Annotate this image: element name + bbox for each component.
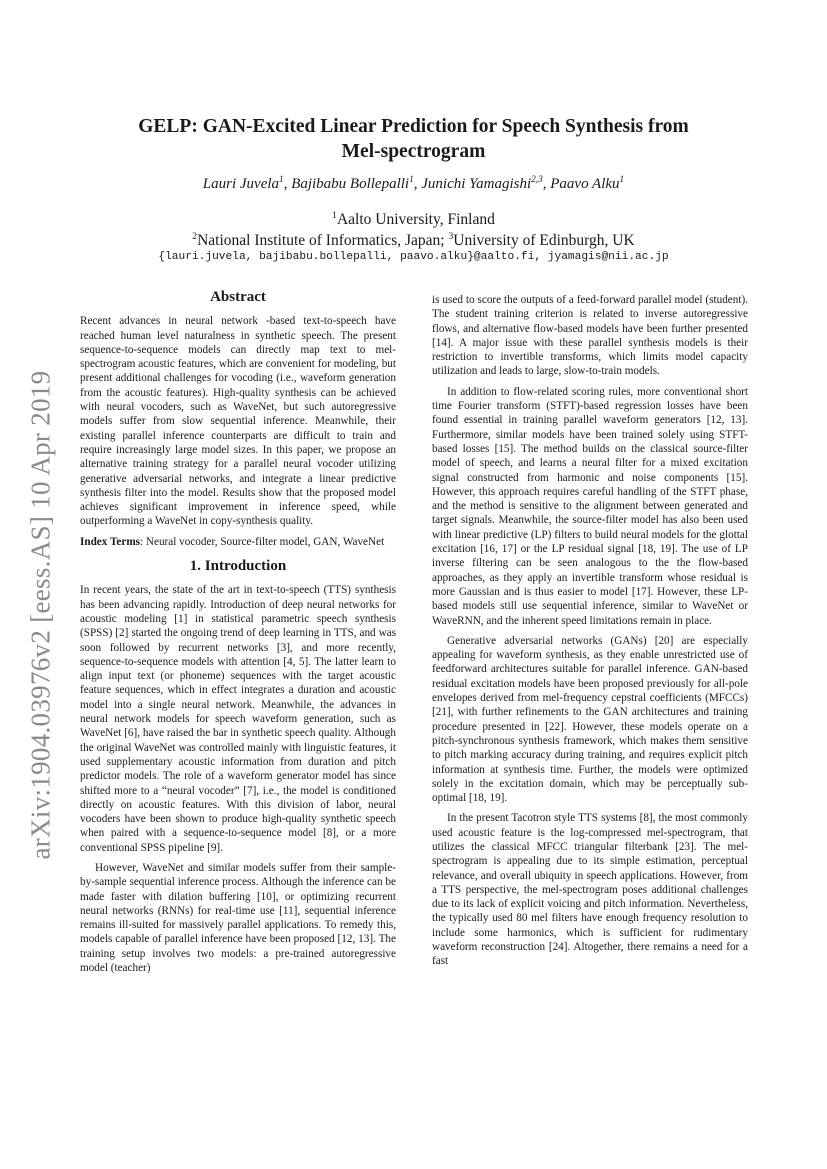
affiliations — [90, 209, 737, 251]
body-paragraph: is used to score the outputs of a feed-forward parallel model (student). The student training criterion is related to inverse autoregressive flows, and alternative flow-based models have been further presented [14]. A major issue with these parallel synthesis models is their restriction to invertible transforms, which limits model capacity utilization and leads to large, slow-to-train models. — [432, 294, 748, 378]
paper-title — [90, 114, 737, 164]
author: Bajibabu Bollepalli$^1$, — [291, 175, 422, 192]
author-list — [90, 176, 737, 193]
abstract-text: Recent advances in neural network -based text-to-speech have reached human level naturalness in synthetic speech. The present sequence-to-sequence models can directly map text to mel-spectrogram acoustic features, which are convenient for modeling, but present additional challenges for vocoding (i.e., waveform generation from the acoustic features). High-quality synthesis can be achieved with neural vocoders, such as WaveNet, but such autoregressive models suffer from slow sequential inference. Meanwhile, their existing parallel inference counterparts are difficult to train and require increasingly large model sizes. In this paper, we propose an alternative training strategy for a parallel neural vocoder utilizing generative adversarial networks, and integrate a linear predictive synthesis filter into the model. Results show that the proposed model achieves significant improvement in inference speed, while outperforming a WaveNet in copy-synthesis quality. — [80, 315, 396, 528]
title-line-2: Mel-spectrogram — [341, 141, 486, 162]
introduction-heading: 1. Introduction — [189, 558, 287, 575]
author-emails: {lauri.juvela, bajibabu.bollepalli, paavo.alku}@aalto.fi, jyamagis@nii.ac.jp — [158, 251, 669, 263]
author: Lauri Juvela$^1$, — [202, 175, 292, 192]
arxiv-identifier-stamp — [16, 330, 66, 900]
affiliation-line-1: $^1$Aalto University, Finland — [332, 209, 495, 228]
right-column — [432, 293, 748, 975]
arxiv-id: arXiv:1904.03976v2 [eess.AS] 10 Apr 2019 — [25, 370, 56, 860]
title-line-1: GELP: GAN-Excited Linear Prediction for Speech Synthesis from — [138, 116, 689, 137]
body-paragraph: In the present Tacotron style TTS systems [8], the most commonly used acoustic feature is the log-compressed mel-spectrogram, that utilizes the classical MFCC triangular filterbank [23]. The mel-spectrogram is appealing due to its simple estimation, perceptual relevance, and overall ubiquity in speech applications. However, from a TTS perspective, the mel-spectrogram poses additional challenges due to its lack of explicit voicing and pitch information. Nevertheless, the typically used 80 mel filters have enough frequency resolution to include some harmonics, which is sufficient for rudimentary waveform reconstruction [24]. Altogether, there remains a need for a fast — [432, 812, 748, 968]
author: Paavo Alku$^1$ — [550, 175, 625, 192]
abstract-heading: Abstract — [210, 289, 266, 305]
author: Junichi Yamagishi$^{2,3}$, — [421, 175, 551, 192]
intro-paragraph: However, WaveNet and similar models suffer from their sample-by-sample sequential inference process. Although the inference can be made faster with dilation buffering [10], or optimizing recurrent neural networks (RNNs) for real-time use [11], sequential inference remains ill-suited for massively parallel applications. To remedy this, models capable of parallel inference have been proposed [12, 13]. The training setup involves two models: a pre-trained autoregressive model (teacher) — [80, 861, 396, 975]
index-terms: Index Terms: Neural vocoder, Source-filter model, GAN, WaveNet — [80, 535, 385, 548]
intro-paragraph: In recent years, the state of the art in text-to-speech (TTS) synthesis has been advancing rapidly. Introduction of deep neural networks for acoustic modeling [1] in statistical parametric speech synthesis (SPSS) [2] started the ongoing trend of deep learning in TTS, and was soon followed by recurrent networks [3], and more recently, sequence-to-sequence models with attention [4, 5]. The latter learn to align input text (or phoneme) sequences with the target acoustic feature sequences, which in effect integrates a duration and acoustic model into a single neural network. Meanwhile, the advances in neural network models for speech waveform generation, such as WaveNet [6], have raised the bar in synthetic speech quality. Although the original WaveNet was controlled mainly with linguistic features, it used supplementary acoustic information from duration and pitch predictor models. The role of a waveform generator model has since shifted more to a “neural vocoder” [7], i.e., the model is conditioned directly on acoustic features. With this division of labor, neural vocoders have been shown to produce high-quality synthetic speech when paired with a sequence-to-sequence model [8], or a more conventional SPSS pipeline [9]. — [80, 584, 396, 854]
affiliation-line-2: $^2$National Institute of Informatics, Japan; $^3$University of Edinburgh, UK — [192, 230, 635, 249]
left-column — [80, 288, 396, 981]
body-paragraph: Generative adversarial networks (GANs) [20] are especially appealing for waveform synthesis, as they enable unrestricted use of feedforward architectures suitable for parallel inference. GAN-based residual excitation models have been proposed previously for all-pole envelopes derived from mel-frequency cepstral coefficients (MFCCs) [21], with further refinements to the GAN architectures and training procedure presented in [22]. However, these models operate on a pitch-synchronous synthesis framework, which makes them sensitive to pitch marking accuracy during training, and requires explicit pitch information at synthesis time. Further, the models were optimized solely in the excitation domain, which may be perceptually sub-optimal [18, 19]. — [432, 634, 748, 805]
body-paragraph: In addition to flow-related scoring rules, more conventional short time Fourier transform (STFT)-based regression losses have been found essential in training parallel waveform generators [12, 13]. Furthermore, similar models have been trained solely using STFT-based losses [15]. The method builds on the classical source-filter model of speech, and learns a neural filter for a mixed excitation signal constructed from harmonic and noise components [15]. However, this approach requires careful handling of the STFT phase, and the method is sensitive to the alignment between generated and target signals. Meanwhile, the source-filter model has also been used with linear predictive (LP) filters to build neural models for the glottal excitation [16, 17] or the LP residual signal [18, 19]. The use of LP inverse filtering can be seen analogous to the the flow-based approaches, as they apply an invertible transform whose residual is more Gaussian and is thus easier to model [17]. However, these LP-based models still use sequential inference, similar to WaveNet or WaveRNN, and the inherent speed limitations remain in place. — [432, 385, 748, 627]
